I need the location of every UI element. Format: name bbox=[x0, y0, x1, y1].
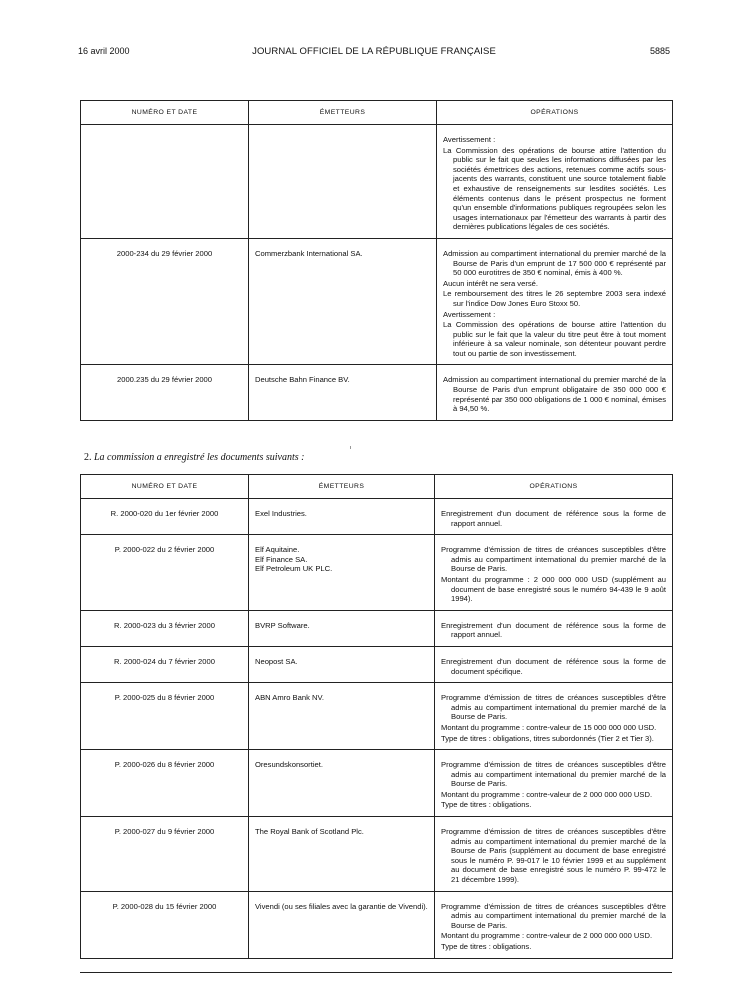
operation-paragraph: Le remboursement des titres le 26 septembre 2003 sera indexé sur l'indice Dow Jones Euro Stoxx 50. bbox=[443, 289, 666, 308]
divider-mark bbox=[350, 446, 351, 449]
column-header-operations: OPÉRATIONS bbox=[435, 475, 673, 499]
operations-table-2 bbox=[80, 474, 673, 959]
table-row bbox=[81, 817, 673, 892]
section-title: La commission a enregistré les documents suivants : bbox=[94, 452, 305, 463]
operation-paragraph: Programme d'émission de titres de créances susceptibles d'être admis au compartiment international du premier marché de la Bourse de Paris. bbox=[441, 901, 666, 930]
operation-paragraph: Montant du programme : contre-valeur de 2 000 000 000 USD. bbox=[441, 789, 653, 799]
cell-operations bbox=[437, 238, 673, 365]
operations-table-1 bbox=[80, 100, 673, 421]
section-number: 2. bbox=[84, 452, 92, 463]
operation-paragraph: Avertissement : bbox=[443, 135, 496, 144]
cell-emetteurs bbox=[249, 891, 435, 958]
operation-paragraph: La Commission des opérations de bourse attire l'attention du public sur le fait que la valeur du titre peut être à tout moment inférieure à sa valeur nominale, son détenteur pouvant perdre tout ou partie de son investissement. bbox=[443, 320, 666, 358]
operation-paragraph: Enregistrement d'un document de référence sous la forme de rapport annuel. bbox=[441, 509, 666, 528]
cell-numero: P. 2000-027 du 9 février 2000 bbox=[81, 817, 249, 892]
operation-paragraph: Programme d'émission de titres de créances susceptibles d'être admis au compartiment international du premier marché de la Bourse de Paris. bbox=[441, 693, 666, 722]
emetteur-line: ABN Amro Bank NV. bbox=[255, 693, 324, 703]
cell-operations bbox=[435, 683, 673, 750]
bottom-rule bbox=[80, 972, 672, 973]
operation-paragraph: Programme d'émission de titres de créances susceptibles d'être admis au compartiment international du premier marché de la Bourse de Paris. bbox=[441, 545, 666, 574]
operation-paragraph: La Commission des opérations de bourse attire l'attention du public sur le fait que seules les informations diffusées par les sociétés émettrices des actions, retenues comme actifs sous-jacents des warrants, constituent une source totalement fiable et exhaustive de renseignements sur lesdites sociétés. Les éléments contenus dans le présent prospectus ne forment qu'un ensemble d'informations publiques regroupées selon les usages internationaux par l'émetteur des warrants à partir des dernières publications légales de ces sociétés. bbox=[443, 145, 666, 232]
emetteur-line: Oresundskonsortiet. bbox=[255, 760, 323, 770]
cell-emetteurs bbox=[249, 750, 435, 817]
operation-paragraph: Type de titres : obligations. bbox=[441, 942, 532, 951]
table-row bbox=[81, 610, 673, 646]
cell-operations bbox=[435, 817, 673, 892]
table-row bbox=[81, 365, 673, 420]
cell-numero: P. 2000-022 du 2 février 2000 bbox=[81, 535, 249, 611]
cell-operations bbox=[437, 125, 673, 239]
journal-title: JOURNAL OFFICIEL DE LA RÉPUBLIQUE FRANÇAISE bbox=[252, 46, 496, 57]
emetteur-line: BVRP Software. bbox=[255, 620, 310, 630]
cell-operations bbox=[435, 610, 673, 646]
emetteur-line: The Royal Bank of Scotland Plc. bbox=[255, 827, 364, 837]
operation-paragraph: Montant du programme : 2 000 000 000 USD (supplément au document de base enregistré sous le numéro 94-439 le 9 août 1994). bbox=[441, 574, 666, 604]
column-header-emetteurs: ÉMETTEURS bbox=[249, 475, 435, 499]
cell-numero: P. 2000-026 du 8 février 2000 bbox=[81, 750, 249, 817]
cell-numero: R. 2000-024 du 7 février 2000 bbox=[81, 646, 249, 682]
cell-operations bbox=[435, 499, 673, 535]
operation-paragraph: Admission au compartiment international du premier marché de la Bourse de Paris d'un emprunt obligataire de 350 000 000 € représenté par 350 000 obligations de 1 000 € nominal, émises à 94,50 %. bbox=[443, 375, 666, 414]
table-row bbox=[81, 683, 673, 750]
table-row bbox=[81, 646, 673, 682]
cell-emetteurs bbox=[249, 499, 435, 535]
cell-numero: P. 2000-028 du 15 février 2000 bbox=[81, 891, 249, 958]
operation-paragraph: Montant du programme : contre-valeur de 2 000 000 000 USD. bbox=[441, 931, 653, 941]
operation-paragraph: Type de titres : obligations. bbox=[441, 800, 532, 810]
header-date: 16 avril 2000 bbox=[78, 46, 130, 56]
emetteur-line: Elf Finance SA. bbox=[255, 554, 308, 564]
cell-emetteurs bbox=[249, 610, 435, 646]
table-row bbox=[81, 499, 673, 535]
operation-paragraph: Enregistrement d'un document de référence sous la forme de document spécifique. bbox=[441, 656, 666, 676]
cell-operations bbox=[435, 646, 673, 682]
cell-numero: 2000.235 du 29 février 2000 bbox=[81, 365, 249, 420]
cell-numero: R. 2000-020 du 1er février 2000 bbox=[81, 499, 249, 535]
operation-paragraph: Avertissement : bbox=[443, 309, 496, 319]
page-header bbox=[78, 46, 670, 60]
cell-emetteurs bbox=[249, 238, 437, 365]
operation-paragraph: Admission au compartiment international du premier marché de la Bourse de Paris d'un emprunt de 17 500 000 € représenté par 50 000 eurotitres de 350 € nominal, émis à 400 %. bbox=[443, 248, 666, 278]
emetteur-line: Commerzbank International SA. bbox=[255, 248, 363, 258]
emetteur-line: Neopost SA. bbox=[255, 656, 298, 666]
column-header-numero: NUMÉRO ET DATE bbox=[81, 475, 249, 499]
cell-emetteurs bbox=[249, 646, 435, 682]
cell-operations bbox=[435, 750, 673, 817]
operation-paragraph: Enregistrement d'un document de référence sous la forme de rapport annuel. bbox=[441, 620, 666, 640]
cell-emetteurs bbox=[249, 683, 435, 750]
cell-numero: R. 2000-023 du 3 février 2000 bbox=[81, 610, 249, 646]
table-row bbox=[81, 125, 673, 239]
table-header-row bbox=[81, 101, 673, 125]
cell-operations bbox=[435, 891, 673, 958]
operation-paragraph: Programme d'émission de titres de créances susceptibles d'être admis au compartiment international du premier marché de la Bourse de Paris (supplément au document de base enregistré sous le numéro P. 99-017 le 10 février 1999 et au supplément au document de base enregistré sous le numéro P. 99-472 le 21 décembre 1999). bbox=[441, 827, 666, 885]
operation-paragraph: Type de titres : obligations, titres subordonnés (Tier 2 et Tier 3). bbox=[441, 733, 654, 743]
emetteur-line: Elf Petroleum UK PLC. bbox=[255, 564, 333, 574]
cell-emetteurs bbox=[249, 365, 437, 420]
cell-operations bbox=[435, 535, 673, 611]
cell-numero: P. 2000-025 du 8 février 2000 bbox=[81, 683, 249, 750]
section-heading bbox=[84, 452, 304, 463]
page-number: 5885 bbox=[649, 46, 670, 56]
cell-emetteurs bbox=[249, 125, 437, 239]
cell-numero bbox=[81, 125, 249, 239]
operation-paragraph: Montant du programme : contre-valeur de 15 000 000 000 USD. bbox=[441, 722, 657, 732]
cell-emetteurs bbox=[249, 535, 435, 611]
table-row bbox=[81, 535, 673, 611]
column-header-numero: NUMÉRO ET DATE bbox=[81, 101, 249, 125]
operation-paragraph: Aucun intérêt ne sera versé. bbox=[443, 278, 538, 288]
column-header-operations: OPÉRATIONS bbox=[437, 101, 673, 125]
emetteur-line: Vivendi (ou ses filiales avec la garantie de Vivendi). bbox=[255, 901, 428, 911]
emetteur-line: Deutsche Bahn Finance BV. bbox=[255, 375, 350, 385]
table-header-row bbox=[81, 475, 673, 499]
operation-paragraph: Programme d'émission de titres de créances susceptibles d'être admis au compartiment international du premier marché de la Bourse de Paris. bbox=[441, 760, 666, 789]
table-row bbox=[81, 750, 673, 817]
emetteur-line: Elf Aquitaine. bbox=[255, 545, 300, 555]
cell-emetteurs bbox=[249, 817, 435, 892]
emetteur-line: Exel Industries. bbox=[255, 509, 307, 518]
column-header-emetteurs: ÉMETTEURS bbox=[249, 101, 437, 125]
table-row bbox=[81, 891, 673, 958]
cell-operations bbox=[437, 365, 673, 420]
cell-numero: 2000-234 du 29 février 2000 bbox=[81, 238, 249, 365]
table-row bbox=[81, 238, 673, 365]
